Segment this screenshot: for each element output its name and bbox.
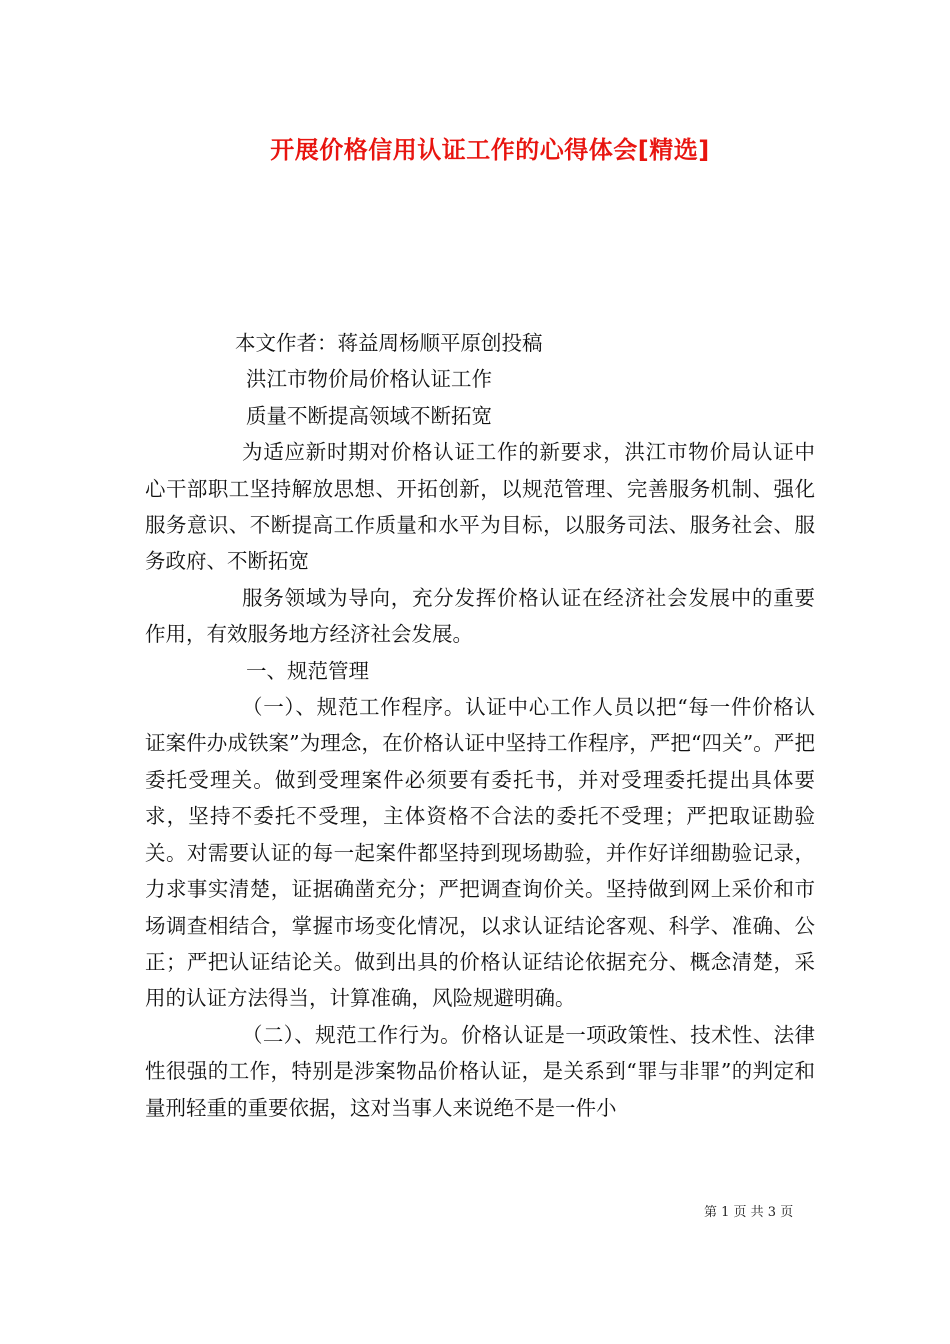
paragraph-3: （一）、规范工作程序。认证中心工作人员以把“每一件价格认证案件办成铁案”为理念，在价格认证中坚持工作程序，严把“四关”。严把委托受理关。做到受理案件必须要有委托书，并对受理委托提出具体要求，坚持不委托不受理，主体资格不合法的委托不受理；严把取证勘验关。对需要认证的每一起案件都坚持到现场勘验，并作好详细勘验记录，力求事实清楚，证据确凿充分；严把调查询价关。坚持做到网上采价和市场调查相结合，掌握市场变化情况，以求认证结论客观、科学、准确、公正；严把认证结论关。做到出具的价格认证结论依据充分、概念清楚，采用的认证方法得当，计算准确，风险规避明确。 — [145, 695, 815, 1011]
subtitle-line-1: 洪江市物价局价格认证工作 — [246, 367, 492, 392]
paragraph-2: 服务领域为导向，充分发挥价格认证在经济社会发展中的重要作用，有效服务地方经济社会发展。 — [145, 585, 815, 647]
document-title: 开展价格信用认证工作的心得体会[精选] — [270, 136, 710, 164]
paragraph-1: 为适应新时期对价格认证工作的新要求，洪江市物价局认证中心干部职工坚持解放思想、开拓创新，以规范管理、完善服务机制、强化服务意识、不断提高工作质量和水平为目标，以服务司法、服务社会、服务政府、不断拓宽 — [145, 440, 815, 574]
subtitle-line-2: 质量不断提高领域不断拓宽 — [246, 403, 492, 428]
document-body — [145, 325, 815, 1126]
author-line: 本文作者：蒋益周杨顺平原创投稿 — [235, 331, 543, 355]
section-heading-1: 一、规范管理 — [246, 658, 369, 683]
paragraph-4: （二）、规范工作行为。价格认证是一项政策性、技术性、法律性很强的工作，特别是涉案物品价格认证，是关系到“罪与非罪”的判定和量刑轻重的重要依据，这对当事人来说绝不是一件小 — [145, 1022, 815, 1120]
page-footer: 第 1 页 共 3 页 — [704, 1205, 794, 1220]
